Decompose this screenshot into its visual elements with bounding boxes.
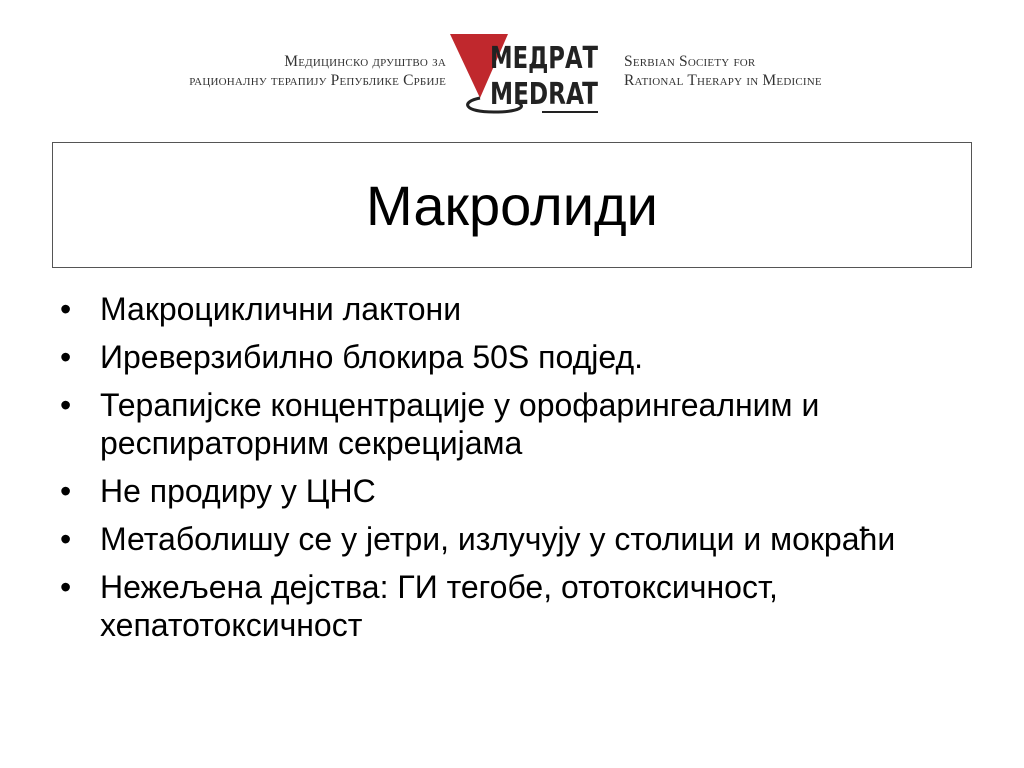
bullet-item [56, 338, 956, 376]
org-name-serbian-line1: Медицинско друштво за [284, 53, 446, 70]
bullet-dot-icon: • [60, 339, 72, 375]
org-name-english-line2: Rational Therapy in Medicine [624, 72, 822, 89]
bullet-item [56, 290, 956, 328]
bullet-text: Нежељена дејства: ГИ тегобе, ототоксичност, хепатотоксичност [100, 569, 778, 643]
bullet-text: Макроциклични лактони [100, 291, 462, 327]
bullet-text: Не продиру у ЦНС [100, 473, 376, 509]
logo-text-cyrillic: МЕДРАТ [490, 41, 599, 76]
logo-text-latin: MEDRAT [490, 77, 599, 112]
bullet-item [56, 472, 956, 510]
bullet-dot-icon: • [60, 387, 72, 423]
org-name-serbian [189, 52, 446, 90]
bullet-item [56, 386, 956, 462]
bullet-item [56, 520, 956, 558]
medrat-logo [450, 32, 602, 116]
org-name-serbian-line2: рационалну терапију Републике Србије [189, 72, 446, 89]
org-name-english-line1: Serbian Society for [624, 53, 756, 70]
bullet-text: Терапијске концентрације у орофарингеалним и респираторним секрецијама [100, 387, 820, 461]
slide-title: Макролиди [366, 173, 658, 237]
bullet-item [56, 568, 956, 644]
bullet-dot-icon: • [60, 473, 72, 509]
bullet-list [56, 290, 956, 654]
bullet-dot-icon: • [60, 521, 72, 557]
org-name-english [624, 52, 822, 90]
bullet-text: Метаболишу се у јетри, излучују у столици и мокраћи [100, 521, 896, 557]
header-banner [0, 28, 1024, 116]
bullet-dot-icon: • [60, 569, 72, 605]
bullet-text: Иреверзибилно блокира 50S подјед. [100, 339, 644, 375]
title-box [52, 142, 972, 268]
bullet-dot-icon: • [60, 291, 72, 327]
